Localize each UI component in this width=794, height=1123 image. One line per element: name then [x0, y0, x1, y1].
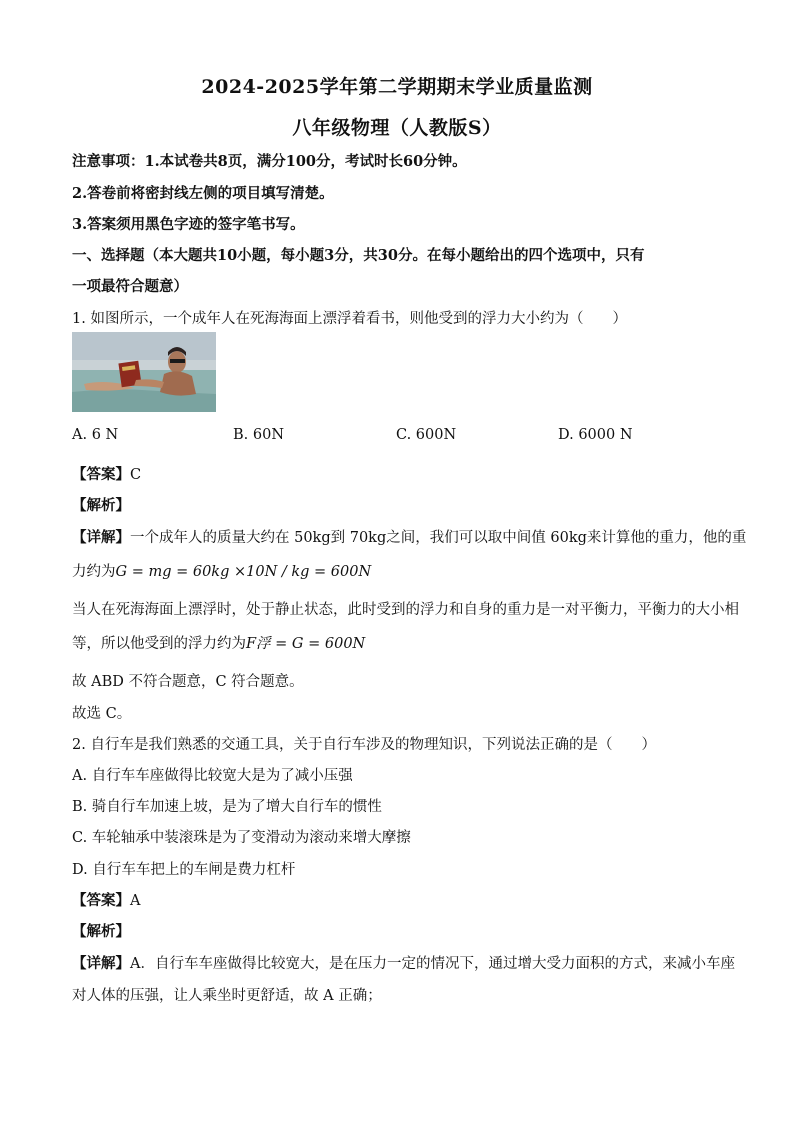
notes-text-1: 1.本试卷共8页，满分100分，考试时长60分钟。 [144, 153, 467, 170]
q2-option-c: C. 车轮轴承中装滚珠是为了变滑动为滚动来增大摩擦 [72, 830, 411, 846]
q2-stem: 2. 自行车是我们熟悉的交通工具，关于自行车涉及的物理知识，下列说法正确的是（ ） [72, 737, 656, 753]
q1-option-b: B. 60N [233, 427, 285, 443]
notes-line-3: 3.答案须用黑色字迹的签字笔书写。 [72, 216, 305, 233]
q1-option-a: A. 6 N [72, 427, 119, 443]
q2-detail-tag: 【详解】 [72, 955, 130, 972]
q2-option-a: A. 自行车车座做得比较宽大是为了减小压强 [72, 768, 353, 784]
q1-analysis-tag: 【解析】 [72, 497, 130, 514]
q2-detail-line-2: 对人体的压强，让人乘坐时更舒适，故 A 正确； [72, 988, 382, 1004]
q2-analysis-tag: 【解析】 [72, 923, 130, 940]
q2-answer-value: A [130, 893, 141, 909]
q1-detail-prefix-2: 力约为 [72, 564, 116, 580]
q1-detail-prefix-4: 等，所以他受到的浮力约为 [72, 636, 246, 652]
q1-conclusion-2: 故选 C。 [72, 706, 132, 722]
exam-subtitle: 八年级物理（人教版S） [292, 117, 502, 139]
q1-conclusion-1: 故 ABD 不符合题意，C 符合题意。 [72, 674, 304, 690]
q1-detail-line-4 [72, 632, 365, 653]
dead-sea-reading-photo [72, 332, 216, 412]
q2-answer-tag: 【答案】 [72, 892, 130, 909]
notes-label: 注意事项： [72, 153, 145, 170]
section-heading-1: 一、选择题（本大题共10小题，每小题3分，共30分。在每小题给出的四个选项中，只有 [72, 247, 645, 264]
q2-detail-line-1 [72, 952, 735, 973]
q1-option-d: D. 6000 N [558, 427, 633, 443]
q1-answer-tag: 【答案】 [72, 466, 130, 483]
notes-line-1 [72, 150, 467, 171]
q1-answer-value: C [130, 467, 142, 483]
q1-detail-text-1: 一个成年人的质量大约在 50kg到 70kg之间，我们可以取中间值 60kg来计算他的重力，他的重 [130, 530, 747, 546]
q2-detail-text-1: A．自行车车座做得比较宽大，是在压力一定的情况下，通过增大受力面积的方式，来减小车座 [130, 956, 735, 972]
q2-option-b: B. 骑自行车加速上坡，是为了增大自行车的惯性 [72, 799, 382, 815]
q1-answer [72, 463, 141, 484]
notes-line-2: 2.答卷前将密封线左侧的项目填写清楚。 [72, 185, 334, 202]
q1-detail-tag: 【详解】 [72, 529, 130, 546]
buoyancy-formula: F浮 = G = 600N [246, 636, 366, 652]
q1-detail-line-3: 当人在死海海面上漂浮时，处于静止状态，此时受到的浮力和自身的重力是一对平衡力，平衡力的大小相 [72, 602, 739, 618]
q1-detail-line-1 [72, 526, 746, 547]
gravity-formula: G = mg = 60kg ×10N / kg = 600N [115, 564, 372, 580]
q1-option-c: C. 600N [396, 427, 457, 443]
q1-stem: 1. 如图所示，一个成年人在死海海面上漂浮着看书，则他受到的浮力大小约为（ ） [72, 311, 627, 327]
q2-option-d: D. 自行车车把上的车闸是费力杠杆 [72, 862, 296, 878]
exam-title: 2024-2025学年第二学期期末学业质量监测 [201, 76, 593, 98]
q1-detail-line-2 [72, 560, 371, 581]
q2-answer [72, 889, 140, 910]
section-heading-2: 一项最符合题意） [72, 278, 188, 295]
photo-illustration [72, 332, 216, 412]
